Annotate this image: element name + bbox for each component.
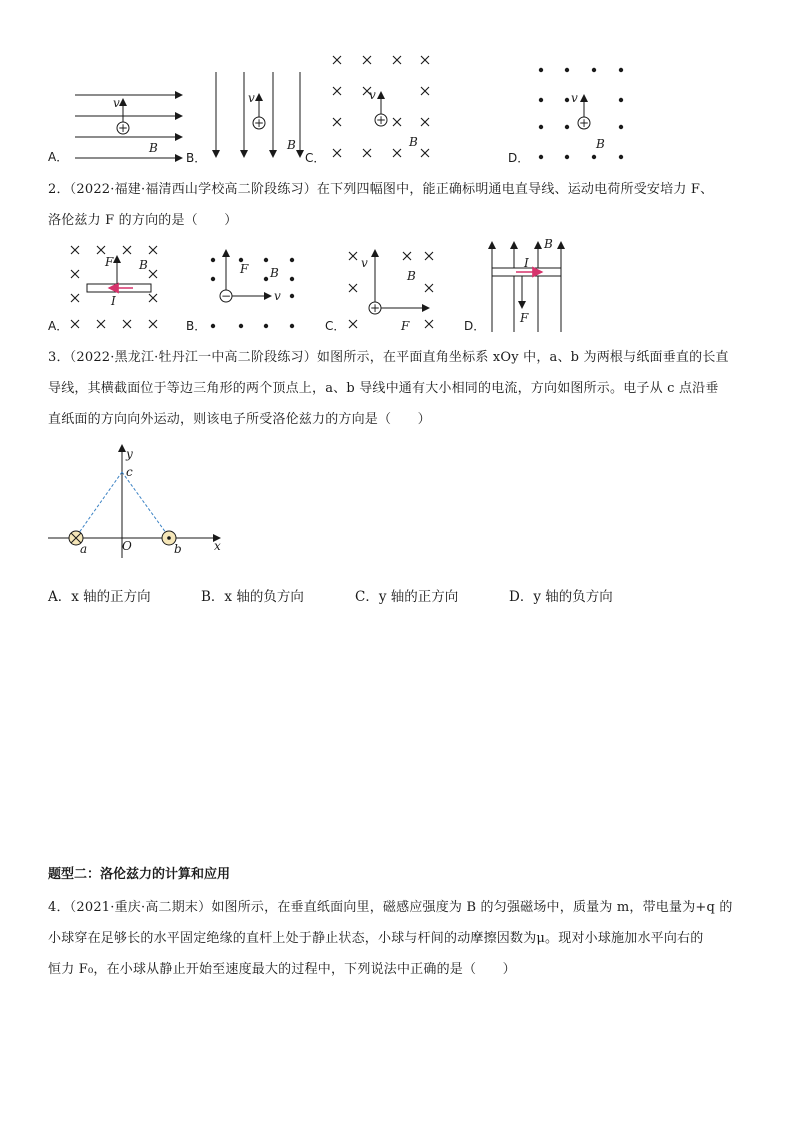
q3-option-d: D．y 轴的负方向 <box>509 589 613 605</box>
q1-c-label: C． <box>305 151 326 165</box>
q3-y-label: y <box>126 447 133 461</box>
q1-c-charge: + <box>375 113 387 127</box>
q1-fig-c <box>305 52 445 164</box>
q1-fig-a <box>45 85 185 165</box>
q2-d-B: B <box>544 237 553 251</box>
q2-fig-a <box>45 242 175 334</box>
q2-stem-line1: 2．（2022·福建·福清西山学校高二阶段练习）在下列四幅图中，能正确标明通电直导线、运动电荷所受安培力 F、 <box>48 182 714 197</box>
q2-a-label: A． <box>48 319 69 333</box>
q3-origin-label: O <box>122 539 132 553</box>
q2-d-I: I <box>524 256 529 270</box>
q2-a-F: F <box>105 255 114 269</box>
q2-c-v: v <box>361 256 368 270</box>
q1-fig-b <box>186 70 306 165</box>
q2-fig-c <box>325 242 445 334</box>
q2-c-F: F <box>401 319 410 333</box>
q2-b-F: F <box>240 262 249 276</box>
q2-b-v: v <box>274 289 281 303</box>
q1-a-label: A． <box>48 150 69 164</box>
q4-stem-line1: 4．（2021·重庆·高二期末）如图所示，在垂直纸面向里，磁感应强度为 B 的匀强磁场中，质量为 m，带电量为+q 的 <box>48 900 733 915</box>
q2-c-B: B <box>407 269 416 283</box>
q3-stem-line3: 直纸面的方向向外运动，则该电子所受洛伦兹力的方向是（ ） <box>48 412 431 427</box>
q2-c-label: C． <box>325 319 346 333</box>
q3-option-c: C．y 轴的正方向 <box>355 589 459 605</box>
q2-d-F: F <box>520 311 529 325</box>
q1-d-label: D． <box>508 151 530 165</box>
q3-x-label: x <box>214 539 221 553</box>
q1-b-B: B <box>287 138 296 152</box>
q1-a-B: B <box>149 141 158 155</box>
section-title: 题型二：洛伦兹力的计算和应用 <box>48 867 231 882</box>
q4-stem-line2: 小球穿在足够长的水平固定绝缘的直杆上处于静止状态，小球与杆间的动摩擦因数为μ。现对小球施加水平向右的 <box>48 931 704 946</box>
q2-b-label: B． <box>186 319 207 333</box>
q3-b-label: b <box>174 542 182 556</box>
q2-d-label: D． <box>464 319 486 333</box>
q3-stem-line2: 导线，其横截面位于等边三角形的两个顶点上，a、b 导线中通有大小相同的电流，方向如图所示。电子从 c 点沿垂 <box>48 381 719 396</box>
q1-b-v: v <box>248 91 255 105</box>
q2-b-charge: − <box>220 289 232 303</box>
q3-option-a: A．x 轴的正方向 <box>48 589 151 605</box>
q3-option-b: B．x 轴的负方向 <box>201 589 304 605</box>
q1-fig-d <box>508 60 638 164</box>
q3-a-label: a <box>80 542 88 556</box>
q3-stem-line1: 3．（2022·黑龙江·牡丹江一中高二阶段练习）如图所示，在平面直角坐标系 xOy 中，a、b 为两根与纸面垂直的长直 <box>48 350 729 365</box>
q1-c-v: v <box>369 88 376 102</box>
q2-fig-b <box>186 242 306 334</box>
q2-a-B: B <box>139 258 148 272</box>
q1-b-charge: + <box>253 116 265 130</box>
q1-b-label: B． <box>186 151 207 165</box>
q1-d-v: v <box>571 91 578 105</box>
q2-a-I: I <box>111 294 116 308</box>
q4-stem-line3: 恒力 F₀，在小球从静止开始至速度最大的过程中，下列说法中正确的是（ ） <box>48 962 516 977</box>
q2-stem-line2: 洛伦兹力 F 的方向的是（ ） <box>48 213 238 228</box>
q1-d-charge: + <box>578 116 590 130</box>
q1-a-charge: + <box>117 121 129 135</box>
q1-c-B: B <box>409 135 418 149</box>
q1-a-v: v <box>113 96 120 110</box>
q2-c-charge: + <box>369 301 381 315</box>
q2-fig-d <box>462 234 572 334</box>
q3-c-label: c <box>126 465 133 479</box>
q2-b-B: B <box>270 266 279 280</box>
q3-figure <box>48 440 238 560</box>
q1-d-B: B <box>596 137 605 151</box>
